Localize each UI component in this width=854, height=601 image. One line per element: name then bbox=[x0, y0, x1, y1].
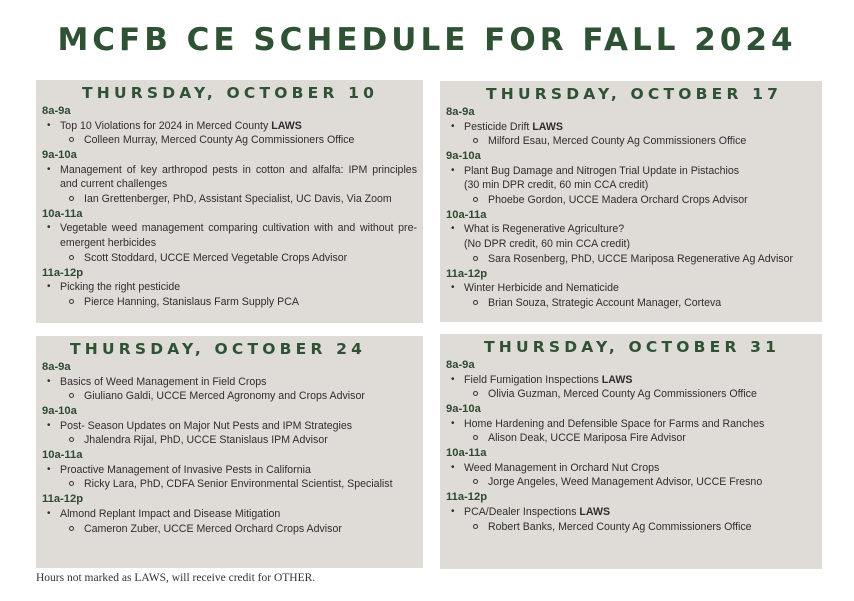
session-title bbox=[446, 164, 816, 179]
schedule-card-oct-10 bbox=[36, 80, 423, 323]
bullet-icon: • bbox=[451, 120, 455, 132]
session-title-text: What is Regenerative Agriculture? bbox=[464, 223, 625, 236]
session-title bbox=[42, 507, 417, 522]
session-speaker bbox=[446, 520, 816, 535]
session-title bbox=[446, 222, 816, 237]
session bbox=[446, 105, 816, 149]
session-time: 8a-9a bbox=[42, 361, 71, 373]
session-speaker bbox=[42, 295, 417, 310]
session-speaker bbox=[446, 431, 816, 446]
session-speaker bbox=[446, 475, 816, 490]
speaker-text: Milford Esau, Merced County Ag Commissioners Office bbox=[488, 135, 747, 148]
session-speaker bbox=[42, 133, 417, 148]
circle-bullet-icon bbox=[473, 300, 478, 305]
session-title bbox=[42, 375, 417, 390]
session-title bbox=[446, 505, 816, 520]
bullet-icon: • bbox=[47, 419, 51, 431]
session bbox=[42, 492, 417, 536]
session bbox=[446, 402, 816, 446]
speaker-text: Robert Banks, Merced County Ag Commissioners Office bbox=[488, 520, 752, 533]
session-time: 11a-12p bbox=[42, 266, 84, 279]
session-title-text: Weed Management in Orchard Nut Crops bbox=[464, 461, 660, 474]
laws-label: LAWS bbox=[579, 505, 611, 518]
speaker-text: Cameron Zuber, UCCE Merced Orchard Crops Advisor bbox=[84, 522, 342, 535]
speaker-text: Pierce Hanning, Stanislaus Farm Supply PCA bbox=[84, 296, 299, 309]
session-time: 11a-12p bbox=[42, 493, 84, 506]
bullet-icon: • bbox=[47, 222, 51, 234]
session-title-text: PCA/Dealer Inspections bbox=[464, 505, 577, 518]
session-title-text: Post- Season Updates on Major Nut Pests and IPM Strategies bbox=[60, 419, 353, 432]
session-time: 9a-10a bbox=[446, 150, 481, 163]
bullet-icon: • bbox=[451, 373, 455, 385]
session-time: 10a-11a bbox=[446, 208, 487, 221]
session bbox=[446, 208, 816, 267]
session-time: 10a-11a bbox=[42, 207, 83, 220]
session-time: 10a-11a bbox=[446, 447, 487, 460]
circle-bullet-icon bbox=[69, 481, 74, 486]
session-speaker bbox=[42, 389, 417, 404]
session-time: 9a-10a bbox=[42, 149, 77, 162]
bullet-icon: • bbox=[47, 281, 51, 293]
session-speaker bbox=[446, 252, 816, 267]
session-speaker bbox=[42, 477, 417, 492]
day-heading: THURSDAY, OCTOBER 24 bbox=[70, 340, 367, 358]
circle-bullet-icon bbox=[473, 524, 478, 529]
circle-bullet-icon bbox=[473, 197, 478, 202]
bullet-icon: • bbox=[47, 463, 51, 475]
speaker-text: Sara Rosenberg, PhD, UCCE Mariposa Regenerative Ag Advisor bbox=[488, 253, 794, 266]
session bbox=[446, 446, 816, 490]
speaker-text: Phoebe Gordon, UCCE Madera Orchard Crops Advisor bbox=[488, 194, 748, 207]
session-title bbox=[42, 119, 417, 134]
session-title-text: Vegetable weed management comparing cultivation with and without pre-emergent herbicides bbox=[60, 222, 417, 250]
session-title-text: Almond Replant Impact and Disease Mitigation bbox=[60, 507, 281, 520]
speaker-text: Jorge Angeles, Weed Management Advisor, UCCE Fresno bbox=[488, 476, 763, 489]
session-speaker bbox=[446, 387, 816, 402]
session bbox=[42, 360, 417, 404]
bullet-icon: • bbox=[451, 461, 455, 473]
session-title bbox=[446, 281, 816, 296]
speaker-text: Jhalendra Rijal, PhD, UCCE Stanislaus IPM Advisor bbox=[84, 434, 328, 447]
session bbox=[446, 149, 816, 208]
session-title-text: Home Hardening and Defensible Space for Farms and Ranches bbox=[464, 417, 765, 430]
session-speaker bbox=[446, 296, 816, 311]
session-speaker bbox=[446, 134, 816, 149]
session-time: 9a-10a bbox=[42, 405, 77, 418]
session-title bbox=[42, 280, 417, 295]
credit-note: (No DPR credit, 60 min CCA credit) bbox=[464, 238, 631, 251]
laws-label: LAWS bbox=[532, 120, 563, 133]
session-title bbox=[42, 463, 417, 478]
session-speaker bbox=[42, 192, 417, 207]
speaker-text: Ian Grettenberger, PhD, Assistant Specialist, UC Davis, Via Zoom bbox=[84, 193, 392, 206]
session-title bbox=[42, 221, 417, 251]
session-title-text: Pesticide Drift bbox=[464, 120, 530, 133]
page-title: MCFB CE SCHEDULE FOR FALL 2024 bbox=[57, 22, 797, 58]
credit-note: (30 min DPR credit, 60 min CCA credit) bbox=[464, 179, 649, 192]
session bbox=[42, 448, 417, 492]
speaker-text: Colleen Murray, Merced County Ag Commissioners Office bbox=[84, 134, 355, 147]
bullet-icon: • bbox=[451, 164, 455, 176]
circle-bullet-icon bbox=[473, 391, 478, 396]
bullet-icon: • bbox=[451, 282, 455, 294]
bullet-icon: • bbox=[47, 507, 51, 519]
circle-bullet-icon bbox=[473, 138, 478, 143]
session-title-text: Basics of Weed Management in Field Crops bbox=[60, 375, 267, 388]
session bbox=[42, 207, 417, 266]
circle-bullet-icon bbox=[69, 526, 74, 531]
session-speaker bbox=[42, 522, 417, 537]
circle-bullet-icon bbox=[69, 299, 74, 304]
session-time: 11a-12p bbox=[446, 267, 488, 280]
session-speaker bbox=[42, 251, 417, 266]
session-time: 11a-12p bbox=[446, 491, 488, 504]
schedule-card-oct-17 bbox=[440, 81, 822, 322]
bullet-icon: • bbox=[47, 119, 51, 131]
session-title-text: Plant Bug Damage and Nitrogen Trial Update in Pistachios bbox=[464, 164, 740, 177]
session-title-text: Picking the right pesticide bbox=[60, 281, 181, 294]
circle-bullet-icon bbox=[473, 435, 478, 440]
footnote: Hours not marked as LAWS, will receive credit for OTHER. bbox=[36, 572, 316, 584]
session-title-text: Winter Herbicide and Nematicide bbox=[464, 282, 619, 295]
session-title bbox=[42, 163, 417, 193]
session bbox=[446, 490, 816, 534]
speaker-text: Giuliano Galdi, UCCE Merced Agronomy and Crops Advisor bbox=[84, 390, 365, 403]
bullet-icon: • bbox=[451, 223, 455, 235]
circle-bullet-icon bbox=[69, 137, 74, 142]
speaker-text: Scott Stoddard, UCCE Merced Vegetable Crops Advisor bbox=[84, 252, 348, 265]
bullet-icon: • bbox=[451, 417, 455, 429]
bullet-icon: • bbox=[47, 163, 51, 175]
schedule-card-oct-24 bbox=[36, 336, 423, 568]
day-heading: THURSDAY, OCTOBER 17 bbox=[486, 85, 783, 103]
session bbox=[42, 404, 417, 448]
schedule-card-oct-31 bbox=[440, 334, 822, 569]
bullet-icon: • bbox=[47, 375, 51, 387]
session-time: 8a-9a bbox=[42, 105, 71, 117]
circle-bullet-icon bbox=[69, 393, 74, 398]
circle-bullet-icon bbox=[69, 437, 74, 442]
session bbox=[446, 358, 816, 402]
circle-bullet-icon bbox=[473, 479, 478, 484]
session-title-text: Proactive Management of Invasive Pests in California bbox=[60, 463, 311, 476]
laws-label: LAWS bbox=[271, 119, 302, 132]
session-title bbox=[446, 120, 816, 135]
session bbox=[446, 267, 816, 311]
speaker-text: Olivia Guzman, Merced County Ag Commissioners Office bbox=[488, 388, 757, 401]
session bbox=[42, 148, 417, 207]
circle-bullet-icon bbox=[69, 255, 74, 260]
session-title-text: Top 10 Violations for 2024 in Merced County bbox=[60, 119, 269, 132]
session-title bbox=[446, 373, 816, 388]
circle-bullet-icon bbox=[473, 256, 478, 261]
speaker-text: Alison Deak, UCCE Mariposa Fire Advisor bbox=[488, 432, 686, 445]
laws-label: LAWS bbox=[601, 373, 633, 386]
session-time: 9a-10a bbox=[446, 403, 481, 416]
session-title bbox=[446, 417, 816, 432]
session-time: 8a-9a bbox=[446, 106, 475, 118]
day-heading: THURSDAY, OCTOBER 31 bbox=[484, 338, 781, 356]
session bbox=[42, 104, 417, 148]
circle-bullet-icon bbox=[69, 196, 74, 201]
session-time: 8a-9a bbox=[446, 359, 475, 371]
session-speaker bbox=[42, 433, 417, 448]
speaker-text: Brian Souza, Strategic Account Manager, Corteva bbox=[488, 297, 722, 310]
session-title bbox=[446, 461, 816, 476]
day-heading: THURSDAY, OCTOBER 10 bbox=[82, 84, 379, 102]
session-title bbox=[42, 419, 417, 434]
session-title-text: Management of key arthropod pests in cotton and alfalfa: IPM principles and current challenges bbox=[60, 163, 417, 191]
speaker-text: Ricky Lara, PhD, CDFA Senior Environmental Scientist, Specialist bbox=[84, 478, 393, 491]
bullet-icon: • bbox=[451, 505, 455, 517]
session-speaker bbox=[446, 193, 816, 208]
session-time: 10a-11a bbox=[42, 449, 83, 462]
session bbox=[42, 266, 417, 310]
session-title-text: Field Fumigation Inspections bbox=[464, 373, 599, 386]
